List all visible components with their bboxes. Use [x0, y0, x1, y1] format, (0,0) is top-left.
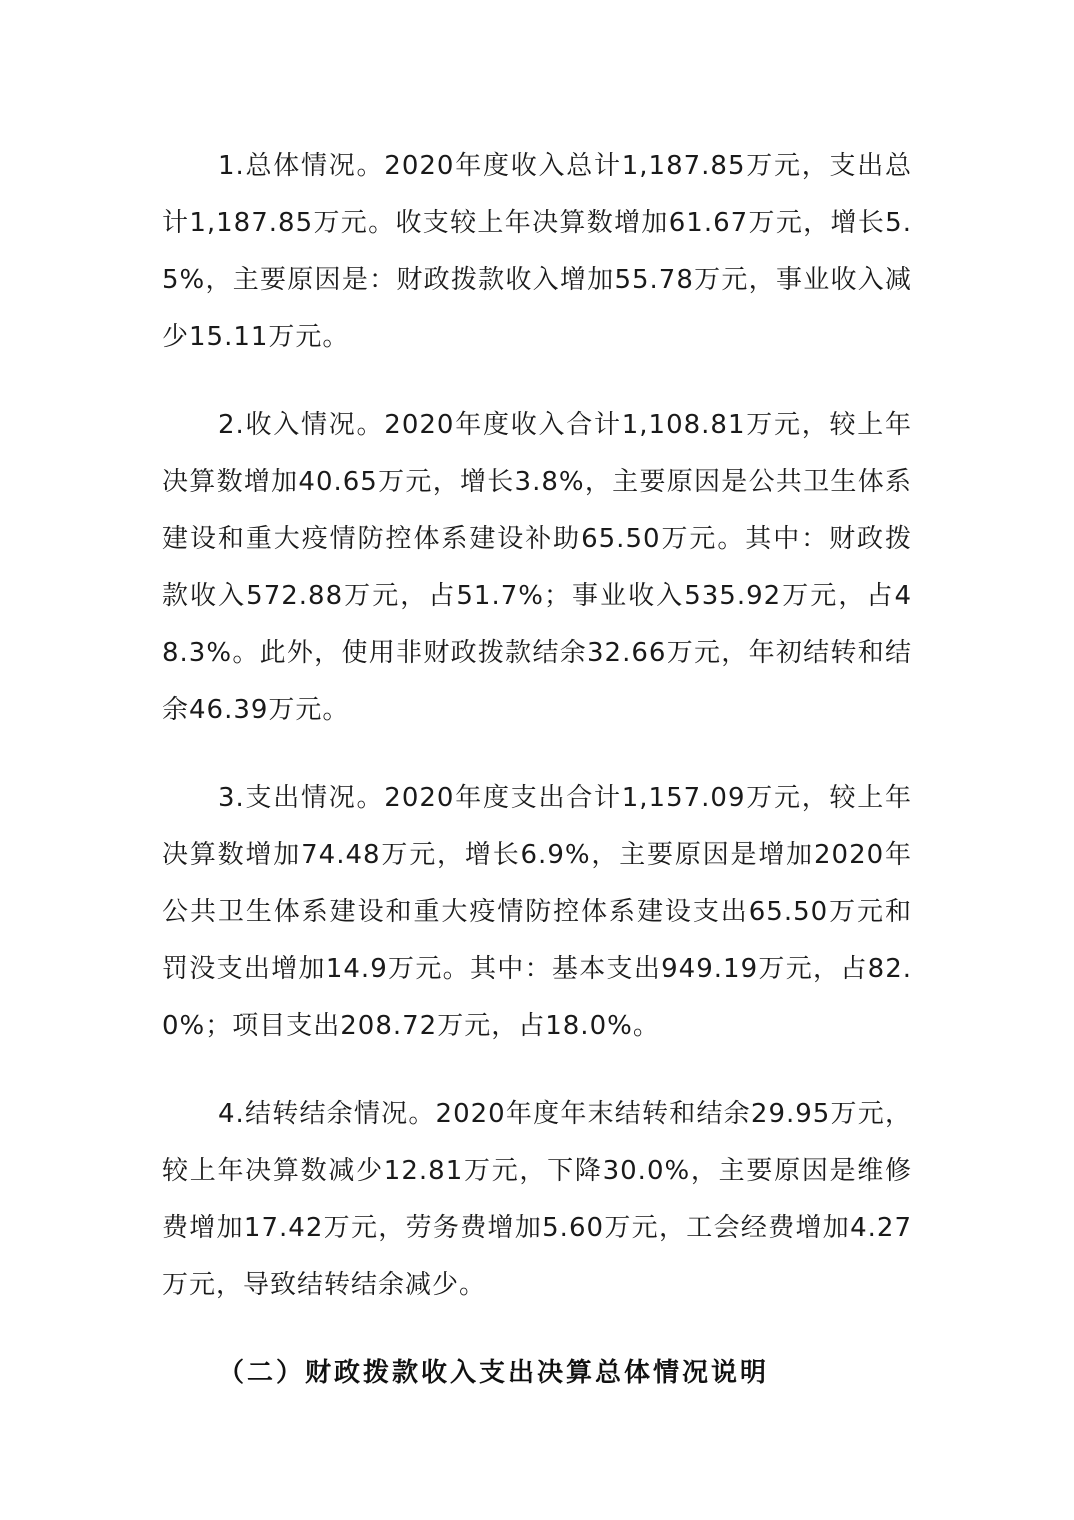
- paragraph-income: 2.收入情况。2020年度收入合计1,108.81万元，较上年决算数增加40.65万元，增长3.8%，主要原因是公共卫生体系建设和重大疫情防控体系建设补助65.50万元。其中：财政拨款收入572.88万元，占51.7%；事业收入535.92万元，占48.3%。此外，使用非财政拨款结余32.66万元，年初结转和结余46.39万元。: [162, 410, 912, 725]
- paragraph-expenditure: 3.支出情况。2020年度支出合计1,157.09万元，较上年决算数增加74.48万元，增长6.9%，主要原因是增加2020年公共卫生体系建设和重大疫情防控体系建设支出65.50万元和罚没支出增加14.9万元。其中：基本支出949.19万元，占82.0%；项目支出208.72万元，占18.0%。: [162, 783, 912, 1041]
- section-heading: （二）财政拨款收入支出决算总体情况说明: [218, 1358, 770, 1388]
- paragraph-overall: 1.总体情况。2020年度收入总计1,187.85万元，支出总计1,187.85万元。收支较上年决算数增加61.67万元，增长5.5%，主要原因是：财政拨款收入增加55.78万元，事业收入减少15.11万元。: [162, 151, 912, 352]
- document-body: [162, 138, 912, 1402]
- paragraph-carryover: 4.结转结余情况。2020年度年末结转和结余29.95万元，较上年决算数减少12.81万元，下降30.0%，主要原因是维修费增加17.42万元，劳务费增加5.60万元，工会经费增加4.27万元，导致结转结余减少。: [162, 1099, 912, 1300]
